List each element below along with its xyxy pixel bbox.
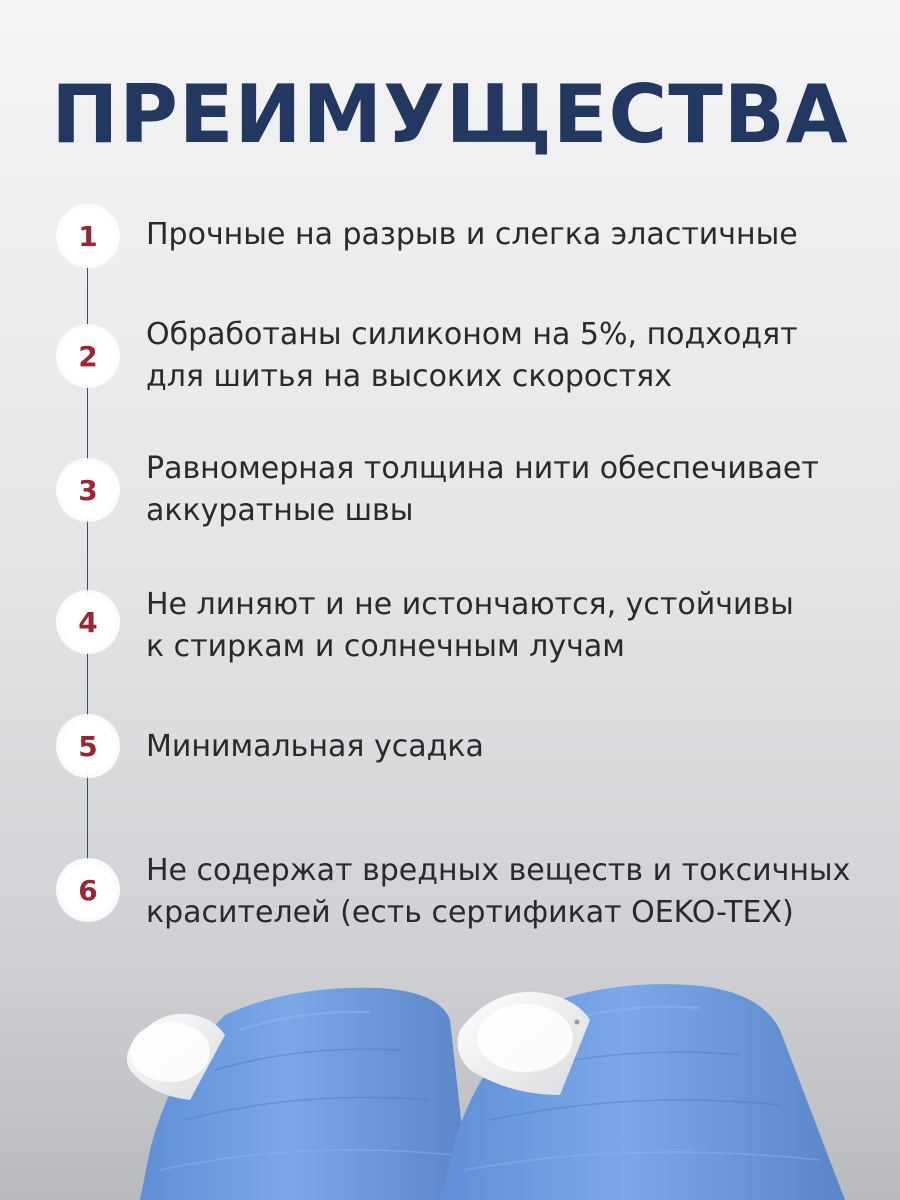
spool-left <box>127 988 470 1200</box>
advantage-item-6 <box>146 850 866 934</box>
number-badge-3: 3 <box>56 458 120 522</box>
advantage-text-line: Не линяют и не истончаются, устойчивы <box>146 587 794 622</box>
advantage-text-line: Равномерная толщина нити обеспечивает <box>146 451 819 486</box>
advantage-text-line: Прочные на разрыв и слегка эластичные <box>146 217 798 252</box>
number-badge-4: 4 <box>56 590 120 654</box>
page-title: ПРЕИМУЩЕСТВА <box>51 68 849 161</box>
advantage-item-5 <box>146 726 866 768</box>
thread-spools-image <box>0 960 900 1200</box>
spool-right <box>440 984 845 1200</box>
advantage-text-line: Обработаны силиконом на 5%, подходят <box>146 317 798 352</box>
advantage-text-line: для шитья на высоких скоростях <box>146 359 672 394</box>
advantage-text-line: аккуратные швы <box>146 493 414 528</box>
advantage-item-3 <box>146 448 866 532</box>
advantage-text-line: Не содержат вредных веществ и токсичных <box>146 853 851 888</box>
advantage-item-2 <box>146 314 866 398</box>
number-badge-5: 5 <box>56 714 120 778</box>
advantage-item-1 <box>146 214 866 256</box>
number-badge-1: 1 <box>56 204 120 268</box>
advantage-text-line: к стиркам и солнечным лучам <box>146 629 625 664</box>
advantage-item-4 <box>146 584 866 668</box>
number-badge-6: 6 <box>56 858 120 922</box>
advantage-text-line: Минимальная усадка <box>146 729 484 764</box>
number-badge-2: 2 <box>56 324 120 388</box>
advantage-text-line: красителей (есть сертификат OEKO-TEX) <box>146 895 794 930</box>
